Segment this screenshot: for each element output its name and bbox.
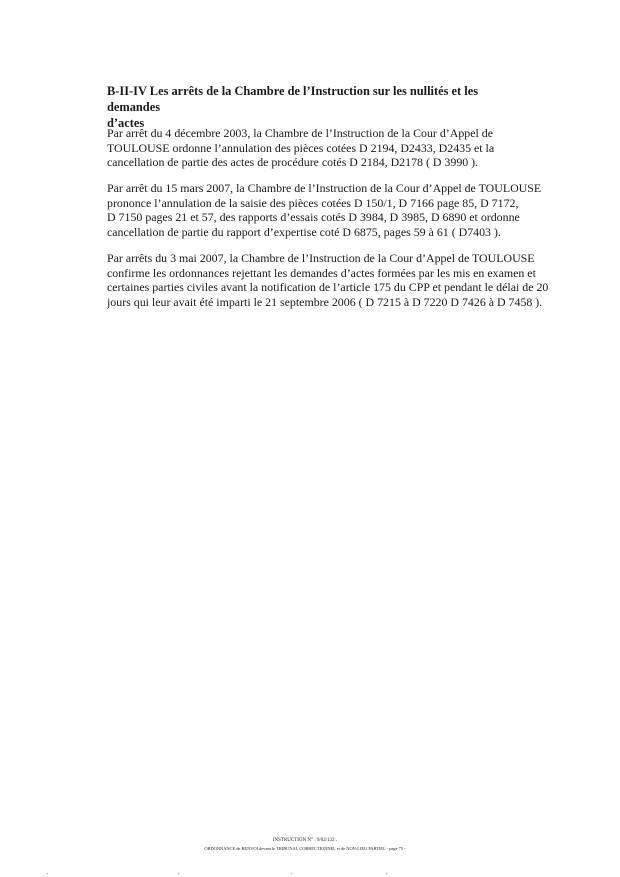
paragraph-line: jours qui leur avait été imparti le 21 septembre 2006 ( D 7215 à D 7220 D 7426 à D 7458 ). <box>107 294 543 309</box>
page-footer <box>160 837 450 853</box>
paragraph-line: Par arrêt du 4 décembre 2003, la Chambre de l’Instruction de la Cour d’Appel de <box>107 126 493 140</box>
paragraph-decision-march-2007 <box>107 181 542 239</box>
scan-speck <box>47 873 48 874</box>
paragraph-decisions-may-2007 <box>107 251 549 309</box>
scan-speck <box>291 873 292 874</box>
paragraph-line: Par arrêts du 3 mai 2007, la Chambre de l’Instruction de la Cour d’Appel de TOULOUSE <box>107 251 535 265</box>
scan-speck <box>178 873 179 874</box>
section-heading <box>107 83 517 131</box>
section-heading-line-2: d’actes <box>107 116 145 130</box>
paragraph-line: confirme les ordonnances rejettant les demandes d’actes formées par les mis en examen et <box>107 265 536 280</box>
paragraph-line: Par arrêt du 15 mars 2007, la Chambre de l’Instruction de la Cour d’Appel de TOULOUSE <box>107 181 542 195</box>
paragraph-line: cancellation de partie des actes de procédure cotés D 2184, D2178 ( D 3990 ). <box>107 155 479 170</box>
scan-speck <box>386 873 387 874</box>
paragraph-line: prononce l’annulation de la saisie des pièces cotées D 150/1, D 7166 page 85, D 7172, <box>107 195 519 210</box>
paragraph-line: D 7150 pages 21 et 57, des rapports d’essais cotés D 3984, D 3985, D 6890 et ordonne <box>107 210 520 225</box>
footer-document-title: ORDONNANCE de RENVOI devant le TRIBUNAL CORRECTIONNEL et de NON-LIEU PARTIEL - page 75 - <box>204 846 406 851</box>
paragraph-line: cancellation de partie du rapport d’expertise coté D 6875, pages 59 à 61 ( D7403 ). <box>107 224 501 239</box>
paragraph-line: TOULOUSE ordonne l’annulation des pièces cotées D 2194, D2433, D2435 et la <box>107 140 495 155</box>
paragraph-decision-2003 <box>107 126 527 170</box>
section-heading-line-1: B-II-IV Les arrêts de la Chambre de l’Instruction sur les nullités et les demandes <box>107 84 479 114</box>
paragraph-line: certaines parties civiles avant la notification de l’article 175 du CPP et pendant le délai de 20 <box>107 280 549 295</box>
footer-instruction-number: INSTRUCTION N° : 9/02/132 . <box>272 838 338 843</box>
